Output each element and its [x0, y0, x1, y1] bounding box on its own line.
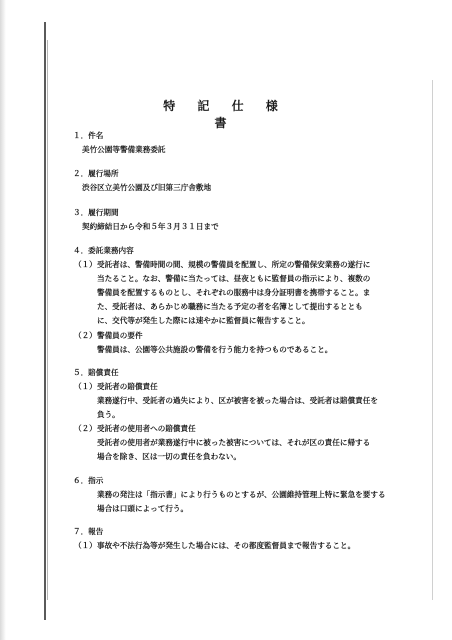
document-title: 特 記 仕 様 書 [163, 99, 287, 130]
section-7-item-1-body: 事故や不法行為等が発生した場合には、その都度監督員まで報告すること。 [97, 541, 356, 550]
section-6-line: 業務の発注は「指示書」により行うものとするが、公園維持管理上特に緊急を要する [97, 490, 386, 499]
scan-right-edge [432, 80, 433, 600]
section-5-item-2-line: 場合を除き、区は一切の責任を負わない。 [97, 452, 241, 461]
section-3-body: 契約締結日から令和５年３月３１日まで [82, 222, 219, 231]
section-7-item-1-label: （１） [74, 541, 97, 550]
section-6-heading: ６．指示 [73, 476, 104, 485]
binding-rule-shadow [47, 40, 48, 600]
section-4-item-1-label: （１） [74, 260, 97, 269]
section-5-item-1-label: （１） [74, 382, 97, 391]
section-1-heading: １．件名 [73, 131, 104, 140]
section-5-item-2-label: （２） [74, 424, 97, 433]
section-5-heading: ５．賠償責任 [73, 368, 119, 377]
section-5-item-2-line: 受託者の使用者が業務遂行中に被った被害については、それが区の責任に帰する [97, 438, 371, 447]
section-4-item-1-line: た、受託者は、あらかじめ職務に当たる予定の者を名簿として提出するととも [97, 302, 363, 311]
section-2-heading: ２．履行場所 [73, 169, 119, 178]
scan-edge-shadow [0, 0, 6, 640]
section-6-line: 場合は口頭によって行う。 [97, 504, 189, 513]
section-5-item-1-heading: 受託者の賠償責任 [97, 382, 158, 391]
section-4-item-1-line: 警備員を配置するものとし、それぞれの服務中は身分証明書を携帯すること。ま [97, 288, 371, 297]
section-3-heading: ３．履行期間 [73, 208, 119, 217]
section-5-item-1-line: 業務遂行中、受託者の過失により、区が被害を被った場合は、受託者は賠償責任を [97, 396, 378, 405]
section-4-item-1-line: 受託者は、警備時間の間、規模の警備員を配置し、所定の警備保安業務の遂行に [97, 260, 371, 269]
section-5-item-2-heading: 受託者の使用者への賠償責任 [97, 424, 196, 433]
section-4-heading: ４．委託業務内容 [73, 246, 134, 255]
section-4-item-2-heading: 警備員の要件 [97, 331, 143, 340]
section-4-item-2-body: 警備員は、公園等公共施設の警備を行う能力を持つものであること。 [97, 345, 333, 354]
section-4-item-1-line: に、交代等が発生した際には速やかに監督員に報告すること。 [97, 316, 310, 325]
section-2-body: 渋谷区立美竹公園及び旧第三庁舎敷地 [82, 183, 212, 192]
section-7-heading: ７．報告 [73, 527, 104, 536]
section-5-item-1-line: 負う。 [97, 410, 120, 419]
binding-rule [44, 22, 46, 620]
section-1-body: 美竹公園等警備業務委託 [82, 145, 166, 154]
section-4-item-2-label: （２） [74, 331, 97, 340]
section-4-item-1-line: 当たること。なお、警備に当たっては、昼夜ともに監督員の指示により、複数の [97, 274, 371, 283]
